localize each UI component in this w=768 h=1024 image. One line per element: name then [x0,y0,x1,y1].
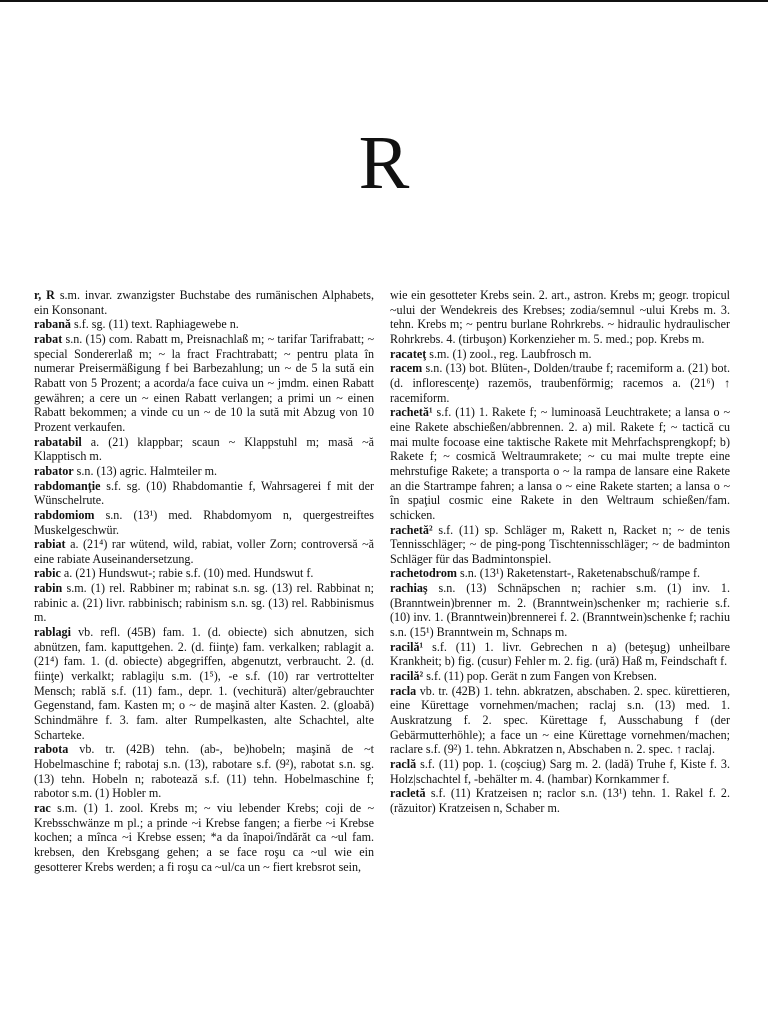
dictionary-entry [390,405,730,522]
entry-definition: s.f. sg. (11) text. Raphiagewebe n. [74,317,239,332]
dictionary-entry [390,669,730,684]
entry-headword: rabat [34,331,63,346]
entry-headword: rabic [34,566,61,581]
entry-definition: s.f. (11) 1. livr. Gebrechen n a) (beteşug) unheilbare Krankheit; b) fig. (cusur) Fehler m. 2. fig. (ură) Haß m, Feindschaft f. [390,639,730,669]
entry-headword: rachetă¹ [390,405,433,420]
entry-headword: rachetodrom [390,566,457,581]
entry-headword: r, R [34,288,55,302]
dictionary-entry [34,742,374,801]
dictionary-entry [34,625,374,742]
dictionary-entry [34,537,374,566]
dictionary-entry [34,566,374,581]
entry-definition: s.f. sg. (10) Rhabdomantie f, Wahrsagerei f mit der Wünschelrute. [34,478,374,508]
entry-headword: rachetă² [390,522,433,537]
entry-definition: s.n. (13¹) Raketenstart-, Raketenabschuß/rampe f. [459,566,701,581]
entry-definition: wie ein gesotteter Krebs sein. 2. art., astron. Krebs m; geogr. tropicul ~ului der Wendekreis des Krebses; zodia/semnul ~ului Krebs m. 3. tehn. Krebs m; ~ pentru burlane Rohrkrebs. ~ hidraulic hydraulischer Rohrkrebs. 4. (tirbuşon) Korkenzieher m. 5. med.; pop. Krebs m. [390,288,730,346]
entry-headword: racateţ [390,346,427,361]
entry-definition: s.n. (13¹) med. Rhabdomyom n, quergestreiftes Muskelgeschwür. [34,507,374,537]
entry-definition: a. (21⁴) rar wütend, wild, rabiat, voller Zorn; controversă ~ă eine rabiate Auseinandersetzung. [34,537,374,566]
dictionary-entry [390,566,730,581]
left-column [34,288,374,874]
dictionary-entry [390,786,730,815]
dictionary-entry [390,757,730,786]
entry-definition: s.m. (1) 1. zool. Krebs m; ~ viu lebender Krebs; coji de ~ Krebsschwänze m pl.; a prinde ~i Krebse fangen; a fierbe ~i Krebse kochen; a mînca ~i Krebse essen; *a da înapoi/îndărăt ca ~ul fam. krebsen, den Krebsgang gehen; a se face roşu ca ~ul wie ein gesotterer Krebs werden; a fi roşu ca ~ul/ca un ~ fiert krebsrot sein, [34,800,374,874]
entry-headword: raclă [390,757,417,771]
dictionary-entry [390,523,730,567]
entry-headword: rabdomiom [34,507,95,522]
entry-headword: rabator [34,463,74,478]
entry-definition: vb. tr. (42B) tehn. (ab-, be)hobeln; maşină de ~t Hobelmaschine f; rabotaj s.n. (13), rabotare s.f. (9²), rabotat s.n. sg. (13) tehn. Hobeln n; rabotează s.f. (11) tehn. Hobelmaschine f; rabotor s.m. (1) Hobler m. [34,742,374,801]
entry-definition: s.n. (13) agric. Halmteiler m. [76,463,218,478]
entry-headword: racletă [390,786,426,801]
dictionary-entry [34,435,374,464]
entry-headword: racilă² [390,669,424,684]
dictionary-entry [390,581,730,640]
entry-definition: s.n. (13) Schnäpschen n; rachier s.m. (1) inv. 1. (Branntwein)brenner m. 2. (Branntwein)schenker m; rachierie s.f. (10) inv. 1. (Branntwein)brennerei f. 2. (Branntwein)schenke f; rachiu s.n. (15¹) Branntwein m, Schnaps m. [390,581,730,640]
entry-definition: s.f. (11) 1. Rakete f; ~ luminoasă Leuchtrakete; a lansa o ~ eine Rakete abschießen/abbrennen. 2. a) mil. Rakete f; ~ tactică cu mai multe focoase eine taktische Rakete mit Mehrfachsprengkopf; b) Rakete f; ~ cosmică Weltraumrakete; ~ cu mai multe trepte eine mehrstufige Rakete; a transporta o ~ la rampa de lansare eine Rakete an die Startrampe fahren; a lansa o ~ eine Rakete starten; a lansa o ~ în spaţiul cosmic eine Rakete in den Weltraum schießen/fam. schicken. [390,405,730,522]
dictionary-entry [390,347,730,362]
entry-definition: s.f. (11) pop. Gerät n zum Fangen von Krebsen. [426,669,657,684]
entry-definition: a. (21) Hundswut-; rabie s.f. (10) med. Hundswut f. [63,566,314,581]
dictionary-entry [390,684,730,757]
right-column [390,288,730,816]
dictionary-entry [34,317,374,332]
entry-definition: a. (21) klappbar; scaun ~ Klappstuhl m; masă ~ă Klapptisch m. [34,434,374,464]
dictionary-entry [34,479,374,508]
entry-definition: s.m. (1) rel. Rabbiner m; rabinat s.n. sg. (13) rel. Rabbinat n; rabinic a. (21) livr. rabbinisch; rabinism s.n. sg. (13) rel. Rabbinismus m. [34,581,374,625]
entry-definition: s.n. (13) bot. Blüten-, Dolden/traube f; racemiform a. (21) bot. (d. inflorescenţe) razemös, traubenförmig; racemos a. (21⁶) ↑ racemiform. [390,361,730,405]
dictionary-entry [34,464,374,479]
dictionary-entry [34,508,374,537]
entry-definition: s.m. (1) zool., reg. Laubfrosch m. [429,346,592,361]
section-letter: R [358,121,410,205]
dictionary-entry [390,640,730,669]
entry-headword: racilă¹ [390,639,424,654]
dictionary-entry [390,361,730,405]
entry-definition: s.f. (11) pop. 1. (coşciug) Sarg m. 2. (ladă) Truhe f, Kiste f. 3. Holz|schachtel f, -behälter m. 4. (hambar) Kornkammer f. [390,757,730,786]
entry-headword: racla [390,683,417,698]
dictionary-entry [34,332,374,435]
entry-definition: vb. refl. (45B) fam. 1. (d. obiecte) sich abnutzen, sich abnützen, fam. kaputtgehen. 2. (d. fiinţe) fam. verkalken; rablagit a. (21⁴) fam. 1. (d. obiecte) abgegriffen, abgenutzt, verbraucht. 2. (d. fiinţe) verkalkt; rablagi|u s.m. (1⁵), -e s.f. (10) rar vertrottelter Mensch; rablă s.f. (11) fam., depr. 1. (vechitură) alter/gebrauchter Gegenstand, fam. Kasten m; o ~ de maşină alter Kasten. 2. (gloabă) Schindmähre f. 3. fam. alter Rumpelkasten, alte Schachtel, alte Scharteke. [34,625,374,742]
entry-definition: vb. tr. (42B) 1. tehn. abkratzen, abschaben. 2. spec. kürettieren, eine Kürettage vornehmen/machen; raclaj s.n. (13) med. 1. Auskratzung f. 2. spec. Kürettage f, Ausschabung f (der Gebärmutterhöhle); a face un ~ eine Kürettage vornehmen/machen; raclare s.f. (9²) 1. tehn. Abkratzen n, Abschaben n. 2. spec. ↑ raclaj. [390,683,730,757]
entry-headword: rablagi [34,625,71,640]
entry-headword: rachiaş [390,581,428,596]
entry-headword: rabdomanţie [34,478,101,493]
entry-definition: s.m. invar. zwanzigster Buchstabe des rumänischen Alphabets, ein Konsonant. [34,288,374,317]
entry-headword: rabatabil [34,434,82,449]
entry-headword: racem [390,361,423,376]
dictionary-entry [34,288,374,317]
entry-headword: rabană [34,317,71,332]
entry-definition: s.f. (11) Kratzeisen n; raclor s.n. (13¹) tehn. 1. Rakel f. 2. (răzuitor) Kratzeisen n, Schaber m. [390,786,730,815]
dictionary-entry [34,801,374,874]
entry-headword: rabiat [34,537,66,552]
dictionary-entry [34,581,374,625]
entry-headword: rabota [34,742,69,757]
entry-definition: s.n. (15) com. Rabatt m, Preisnachlaß m; ~ tarifar Tarifrabatt; ~ special Sondererlaß m; ~ la fract Frachtrabatt; ~ pentru plata în numerar Preisermäßigung f bei Barbezahlung; un ~ de 5 la sută ein Rabatt von 5 Prozent; a acorda/a face cuiva un ~ jmdm. einen Rabatt gewähren; a cere un ~ einen Rabatt verlangen; a primi un ~ einen Rabatt bekommen; a vinde cu un ~ de 10 la sută mit Abzug von 10 Prozent verkaufen. [34,331,374,434]
dictionary-entry [390,288,730,347]
top-rule [0,0,768,2]
entry-definition: s.f. (11) sp. Schläger m, Rakett n, Racket n; ~ de tenis Tennisschläger; ~ de ping-pong Tischtennisschläger; ~ de badminton Schläger für das Badmintonspiel. [390,522,730,566]
entry-headword: rac [34,800,51,815]
entry-headword: rabin [34,581,63,596]
